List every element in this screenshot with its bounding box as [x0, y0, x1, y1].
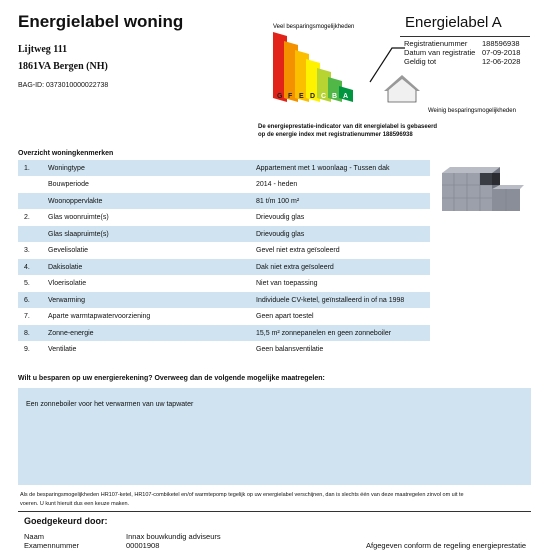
table-row [18, 325, 430, 341]
savings-footnote-line2: voeren. U kunt hieruit dus een keuze maken. [20, 501, 130, 507]
savings-question: Wilt u besparen op uw energierekening? Overweeg dan de volgende mogelijke maatregelen: [18, 375, 325, 382]
row-label: Vloerisolatie [48, 280, 87, 287]
row-number: 8. [24, 329, 30, 337]
row-number: 5. [24, 280, 30, 287]
label-value-registration: 188596938 [482, 39, 520, 48]
energy-band-label-g: G [277, 93, 283, 100]
table-row [18, 292, 430, 308]
energy-band-label-c: C [321, 93, 327, 100]
overview-heading: Overzicht woningkenmerken [18, 150, 114, 157]
bag-id: BAG-ID: 0373010000022738 [18, 82, 109, 89]
row-value: Appartement met 1 woonlaag - Tussen dak [256, 164, 390, 172]
row-label: Woonoppervlakte [48, 197, 103, 205]
scale-pointer-line [370, 48, 405, 82]
table-row [18, 193, 430, 209]
row-number: 1. [24, 164, 30, 172]
row-value: Drievoudig glas [256, 230, 305, 238]
row-number: 7. [24, 313, 30, 320]
row-value: Geen apart toestel [256, 313, 314, 320]
row-number: 3. [24, 247, 30, 254]
row-label: Dakisolatie [48, 263, 83, 271]
row-label: Glas slaapruimte(s) [48, 230, 109, 238]
row-label: Glas woonruimte(s) [48, 214, 109, 221]
address-city: 1861VA Bergen (NH) [18, 61, 108, 72]
row-number: 4. [24, 263, 30, 271]
table-row [18, 177, 430, 193]
label-key-registration: Registratienummer [404, 39, 468, 48]
row-label: Ventilatie [48, 346, 77, 353]
row-label: Verwarming [48, 296, 85, 304]
energy-band-label-a: A [343, 93, 349, 100]
row-value: 15,5 m² zonnepanelen en geen zonneboiler [256, 329, 392, 337]
approval-divider [18, 511, 531, 512]
approval-heading: Goedgekeurd door: [24, 516, 108, 526]
row-number: 9. [24, 346, 30, 353]
savings-footnote-line1: Als de besparingsmogelijkheden HR107-ketel, HR107-combiketel en/of warmtepomp tegelijk op uw energielabel verschijnen, dan is slechts één van deze maatregelen zinvol om uit te [20, 492, 464, 498]
address-street: Lijtweg 111 [18, 44, 68, 55]
label-note-line2: op de energie index met registratienummer 188596938 [258, 132, 413, 138]
savings-measures-box [18, 388, 531, 485]
table-row [18, 160, 430, 176]
approval-issued: Afgegeven conform de regeling energieprestatie [366, 541, 527, 550]
row-value: Geen balansventilatie [256, 346, 324, 353]
row-value: Niet van toepassing [256, 280, 318, 287]
row-label: Aparte warmtapwatervoorziening [48, 313, 151, 320]
label-title: Energielabel A [405, 14, 502, 31]
row-number: 6. [24, 296, 30, 304]
table-row [18, 276, 430, 292]
label-value-valid: 12-06-2028 [482, 57, 521, 66]
document-title: Energielabel woning [18, 12, 184, 31]
house-icon [384, 75, 420, 102]
row-label: Bouwperiode [48, 181, 89, 188]
row-value: Drievoudig glas [256, 214, 305, 221]
savings-measure: Een zonneboiler voor het verwarmen van uw tapwater [26, 401, 194, 408]
row-value: Dak niet extra geïsoleerd [256, 263, 334, 271]
energy-band-label-e: E [299, 93, 304, 100]
scale-bottom-label: Weinig besparingsmogelijkheden [428, 108, 516, 114]
table-row [18, 342, 430, 358]
row-label: Woningtype [48, 164, 85, 172]
energy-scale-graphic [270, 20, 540, 120]
table-row [18, 243, 430, 259]
row-value: Gevel niet extra geïsoleerd [256, 247, 340, 254]
energy-band-label-f: F [288, 93, 293, 100]
label-divider [400, 36, 530, 37]
building-illustration [440, 165, 525, 220]
approval-name-value: Innax bouwkundig adviseurs [126, 532, 221, 541]
approval-exam-key: Examennummer [24, 541, 80, 550]
approval-exam-value: 00001908 [126, 541, 160, 550]
energy-band-label-d: D [310, 93, 316, 100]
table-row [18, 259, 430, 275]
table-row [18, 226, 430, 242]
row-number: 2. [24, 214, 30, 221]
label-key-valid: Geldig tot [404, 57, 437, 66]
energy-band-label-b: B [332, 93, 338, 100]
row-label: Gevelisolatie [48, 247, 89, 254]
label-key-date: Datum van registratie [404, 48, 476, 57]
table-row [18, 210, 430, 226]
table-row [18, 309, 430, 325]
row-value: 81 t/m 100 m² [256, 197, 300, 205]
row-label: Zonne-energie [48, 329, 94, 337]
row-value: Individuele CV-ketel, geïnstalleerd in of na 1998 [256, 296, 405, 304]
scale-top-label: Veel besparingsmogelijkheden [273, 24, 355, 30]
label-value-date: 07-09-2018 [482, 48, 521, 57]
label-note-line1: De energieprestatie-indicator van dit energielabel is gebaseerd [258, 124, 438, 130]
approval-name-key: Naam [24, 532, 45, 541]
row-value: 2014 - heden [256, 181, 298, 188]
